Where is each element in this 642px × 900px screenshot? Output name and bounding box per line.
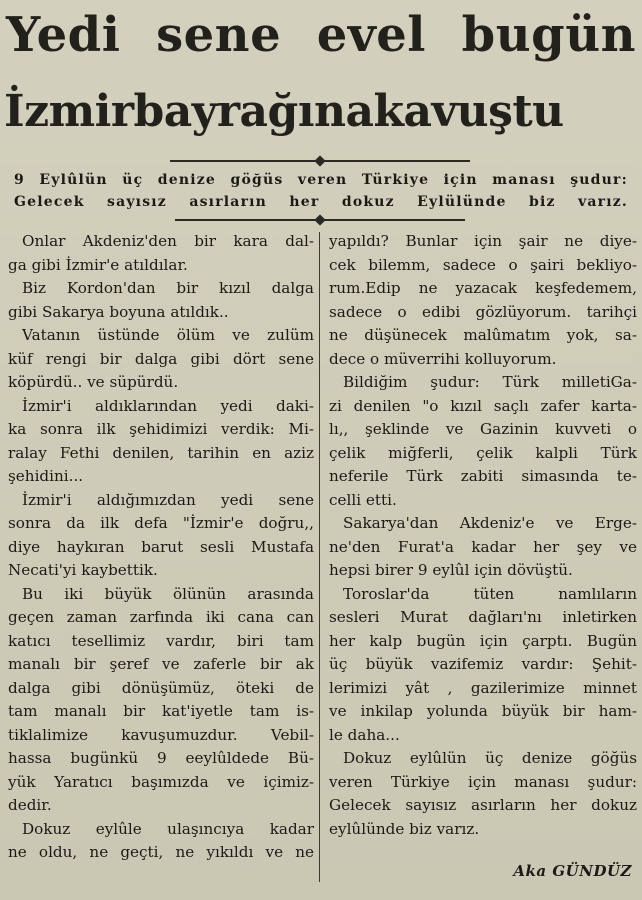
text-line: hepsi birer 9 eylûl için dövüştü. — [329, 561, 573, 579]
text-line: manalı bir şeref ve zaferle bir ak — [8, 655, 314, 673]
text-line: Toroslar'da tüten namlıların — [343, 584, 637, 603]
text-line: dedir. — [8, 796, 52, 814]
text-line: yapıldı? Bunlar için şair ne diye- — [329, 232, 637, 250]
text-line: sesleri Murat dağları'nı inletirken — [329, 608, 637, 626]
right-column — [329, 230, 637, 841]
text-line: İzmir'i aldıklarından yedi daki- — [22, 396, 314, 415]
text-line: lı,, şeklinde ve Gazinin kuvveti o — [329, 420, 637, 438]
text-line: katıcı tesellimiz vardır, biri tam — [8, 631, 314, 650]
text-line: Vatanın üstünde ölüm ve zulüm — [22, 326, 314, 344]
author-signature: Aka GÜNDÜZ — [513, 862, 632, 880]
text-line: Bildiğim şudur: Türk milletiGa- — [343, 373, 637, 391]
text-line: Biz Kordon'dan bir kızıl dalga — [22, 279, 314, 297]
headline-line-2: İzmirbayrağınakavuştu — [4, 86, 564, 137]
text-line: cek bilemm, sadece o şairi bekliyo- — [329, 255, 637, 274]
motto-line-1: 9 Eylûlün üç denize göğüs veren Türkiye için manası şudur: — [14, 172, 628, 188]
text-line: lerimizi yât , gazilerimize minnet — [329, 678, 637, 697]
text-line: diye haykıran barut sesli Mustafa — [8, 537, 314, 556]
text-line: hassa bugünkü 9 eeylûldede Bü- — [8, 749, 314, 767]
text-line: tiklalimize kavuşumuzdur. Vebil- — [8, 725, 314, 744]
text-line: ga gibi İzmir'e atıldılar. — [8, 255, 188, 274]
text-line: şehidini... — [8, 467, 84, 485]
text-line: gibi Sakarya boyuna atıldık.. — [8, 302, 229, 321]
text-line: rum.Edip ne yazacak keşfedemem, — [329, 279, 637, 297]
text-line: geçen zaman zarfında iki cana can — [8, 608, 314, 626]
text-line: Sakarya'dan Akdeniz'e ve Erge- — [343, 514, 637, 532]
ornament-diamond-bottom — [314, 214, 325, 225]
text-line: ne'den Furat'a kadar her şey ve — [329, 537, 637, 556]
text-line: çelik miğferli, çelik kalpli Türk — [329, 443, 637, 462]
text-line: Dokuz eylûle ulaşıncıya kadar — [22, 819, 314, 838]
text-line: neferile Türk zabiti simasında te- — [329, 467, 637, 485]
text-line: Onlar Akdeniz'den bir kara dal- — [22, 232, 314, 250]
text-line: dece o müverrihi kolluyorum. — [329, 349, 557, 368]
text-line: celli etti. — [329, 490, 397, 509]
text-line: sadece o edibi gözlüyorum. tarihçi — [329, 302, 637, 321]
text-line: le daha... — [329, 725, 400, 744]
text-line: her kalp bugün için çarptı. Bugün — [329, 631, 637, 650]
text-line: ka sonra ilk şehidimizi verdik: Mi- — [8, 420, 314, 438]
text-line: veren Türkiye için manası şudur: — [329, 772, 637, 791]
text-line: Necati'yi kaybettik. — [8, 561, 158, 579]
text-line: küf rengi bir dalga gibi dört sene — [8, 349, 314, 368]
text-line: köpürdü.. ve süpürdü. — [8, 373, 179, 391]
text-line: sonra da ilk defa "İzmir'e doğru,, — [8, 514, 314, 532]
text-line: ne oldu, ne geçti, ne yıkıldı ve ne — [8, 843, 314, 861]
column-divider — [319, 232, 320, 882]
text-line: Dokuz eylûlün üç denize göğüs — [343, 749, 637, 767]
text-line: ralay Fethi denilen, tarihin en aziz — [8, 443, 314, 462]
text-line: eylûlünde biz varız. — [329, 819, 480, 838]
text-line: zi denilen "o kızıl saçlı zafer karta- — [329, 396, 637, 415]
text-line: ve inkilap yolunda büyük bir ham- — [329, 702, 637, 720]
text-line: Bu iki büyük ölünün arasında — [22, 584, 314, 603]
left-column — [8, 230, 314, 865]
text-line: İzmir'i aldığımızdan yedi sene — [22, 490, 314, 509]
text-line: üç büyük vazifemiz vardır: Şehit- — [329, 655, 637, 673]
text-line: ne düşünecek malûmatım yok, sa- — [329, 326, 637, 344]
text-line: yük Yaratıcı başımızda ve içimiz- — [8, 772, 314, 791]
text-line: Gelecek sayısız asırların her dokuz — [329, 796, 637, 814]
ornament-diamond-top — [314, 155, 325, 166]
text-line: tam manalı bir kat'iyetle tam is- — [8, 702, 314, 720]
headline-line-1: Yedi sene evel bugün — [6, 7, 636, 63]
text-line: dalga gibi dönüşümüz, öteki de — [8, 678, 314, 697]
motto-line-2: Gelecek sayısız asırların her dokuz Eylülünde biz varız. — [14, 194, 628, 210]
